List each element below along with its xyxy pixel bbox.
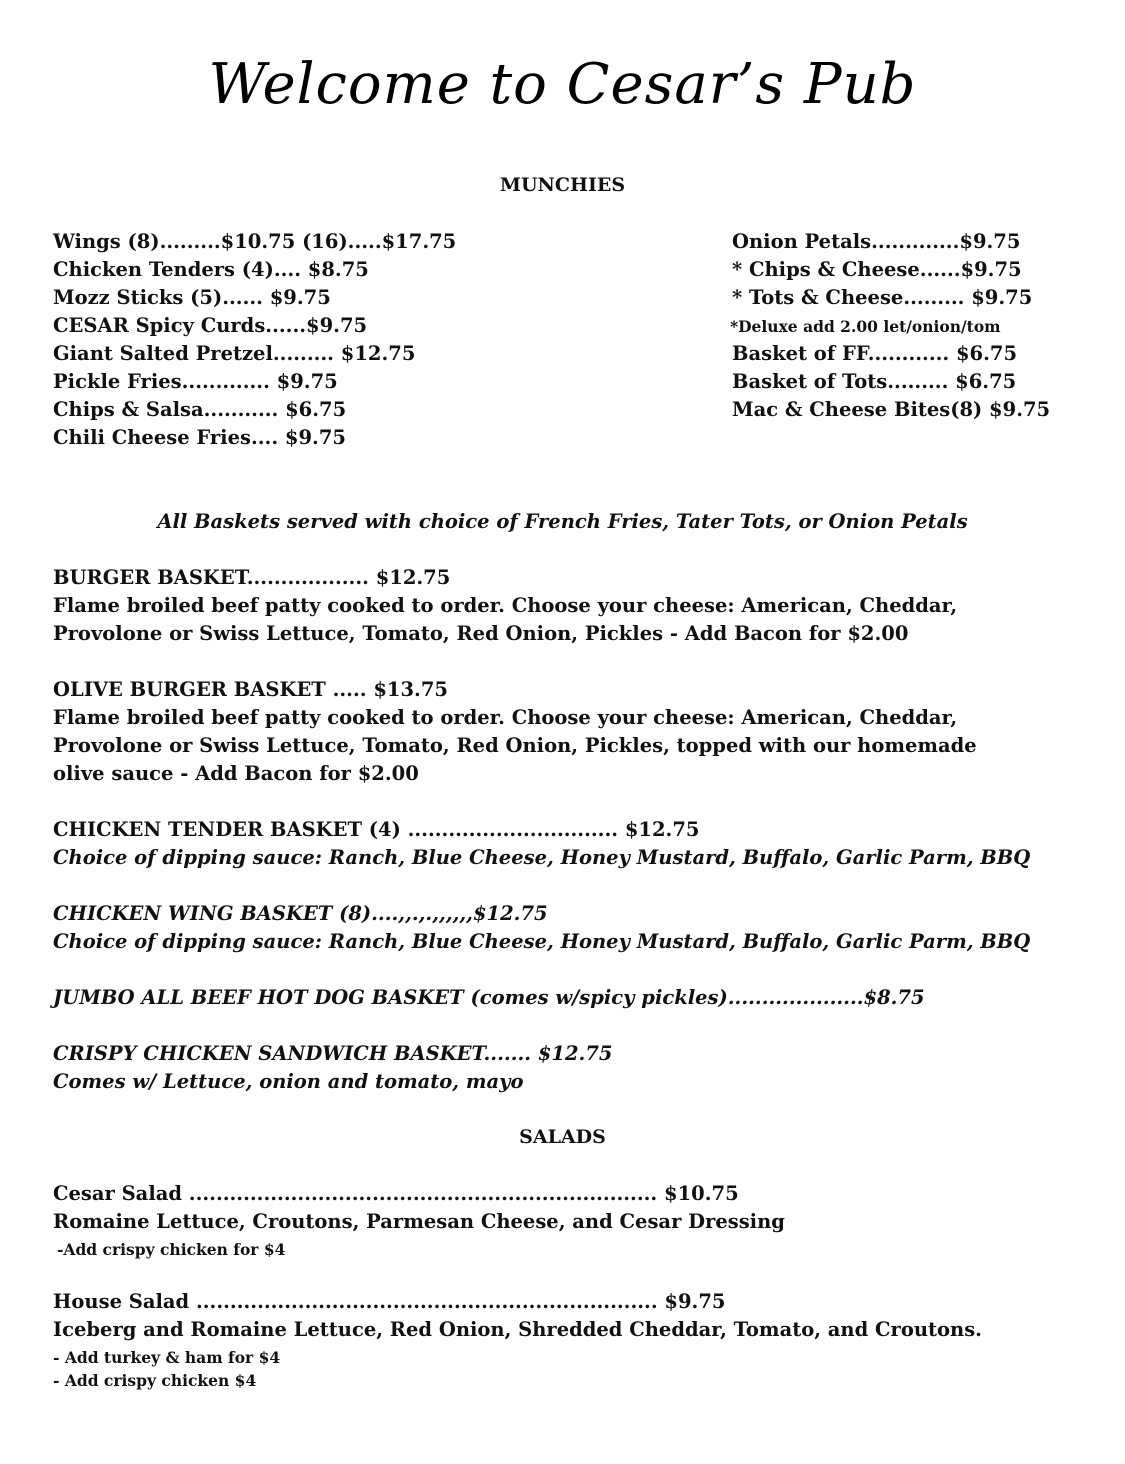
munchies-item-spicy-curds: CESAR Spicy Curds......$9.75 (53, 314, 368, 337)
house-salad-title: House Salad .................................................................... $9.75 (53, 1290, 726, 1313)
house-salad-addon-2: - Add crispy chicken $4 (53, 1371, 257, 1390)
salads-heading: SALADS (519, 1126, 606, 1148)
munchies-item-chicken-tenders: Chicken Tenders (4).... $8.75 (53, 258, 369, 281)
munchies-item-basket-tots: Basket of Tots......... $6.75 (732, 370, 1017, 393)
munchies-item-tots-cheese: * Tots & Cheese......... $9.75 (732, 286, 1033, 309)
munchies-item-mozz-sticks: Mozz Sticks (5)...... $9.75 (53, 286, 331, 309)
burger-basket-title: BURGER BASKET.................. $12.75 (53, 566, 451, 589)
house-salad-addon-1: - Add turkey & ham for $4 (53, 1348, 281, 1367)
crispy-chicken-basket-title: CRISPY CHICKEN SANDWICH BASKET....... $12.75 (53, 1042, 613, 1065)
chicken-tender-basket-desc: Choice of dipping sauce: Ranch, Blue Cheese, Honey Mustard, Buffalo, Garlic Parm, BBQ (53, 846, 1031, 869)
burger-basket-desc-2: Provolone or Swiss Lettuce, Tomato, Red Onion, Pickles - Add Bacon for $2.00 (53, 622, 909, 645)
munchies-deluxe-note: *Deluxe add 2.00 let/onion/tom (730, 317, 1001, 336)
munchies-item-basket-ff: Basket of FF............ $6.75 (732, 342, 1018, 365)
chicken-wing-basket-desc: Choice of dipping sauce: Ranch, Blue Cheese, Honey Mustard, Buffalo, Garlic Parm, BBQ (53, 930, 1031, 953)
munchies-item-chili-cheese-fries: Chili Cheese Fries.... $9.75 (53, 426, 346, 449)
cesar-salad-addon: -Add crispy chicken for $4 (57, 1240, 286, 1259)
cesar-salad-desc: Romaine Lettuce, Croutons, Parmesan Cheese, and Cesar Dressing (53, 1210, 785, 1233)
munchies-item-mac-cheese-bites: Mac & Cheese Bites(8) $9.75 (732, 398, 1051, 421)
chicken-wing-basket-title: CHICKEN WING BASKET (8)....,,.,.,,,,,,$12.75 (53, 902, 548, 925)
munchies-item-onion-petals: Onion Petals.............$9.75 (732, 230, 1021, 253)
page-title: Welcome to Cesar’s Pub (208, 52, 917, 117)
munchies-item-pretzel: Giant Salted Pretzel......... $12.75 (53, 342, 416, 365)
hot-dog-basket-title: JUMBO ALL BEEF HOT DOG BASKET (comes w/spicy pickles)....................$8.75 (53, 986, 925, 1009)
cesar-salad-title: Cesar Salad ..................................................................... $10.75 (53, 1182, 739, 1205)
olive-burger-basket-title: OLIVE BURGER BASKET ..... $13.75 (53, 678, 448, 701)
burger-basket-desc-1: Flame broiled beef patty cooked to order. Choose your cheese: American, Cheddar, (53, 594, 958, 617)
chicken-tender-basket-title: CHICKEN TENDER BASKET (4) ............................... $12.75 (53, 818, 700, 841)
crispy-chicken-basket-desc: Comes w/ Lettuce, onion and tomato, mayo (53, 1070, 524, 1093)
olive-burger-basket-desc-1: Flame broiled beef patty cooked to order. Choose your cheese: American, Cheddar, (53, 706, 958, 729)
munchies-item-pickle-fries: Pickle Fries............. $9.75 (53, 370, 338, 393)
munchies-heading: MUNCHIES (499, 174, 626, 196)
munchies-item-chips-cheese: * Chips & Cheese......$9.75 (732, 258, 1022, 281)
olive-burger-basket-desc-3: olive sauce - Add Bacon for $2.00 (53, 762, 419, 785)
baskets-note: All Baskets served with choice of French Fries, Tater Tots, or Onion Petals (157, 510, 968, 533)
olive-burger-basket-desc-2: Provolone or Swiss Lettuce, Tomato, Red Onion, Pickles, topped with our homemade (53, 734, 977, 757)
munchies-item-chips-salsa: Chips & Salsa........... $6.75 (53, 398, 347, 421)
munchies-item-wings: Wings (8).........$10.75 (16).....$17.75 (53, 230, 457, 253)
house-salad-desc: Iceberg and Romaine Lettuce, Red Onion, Shredded Cheddar, Tomato, and Croutons. (53, 1318, 982, 1341)
